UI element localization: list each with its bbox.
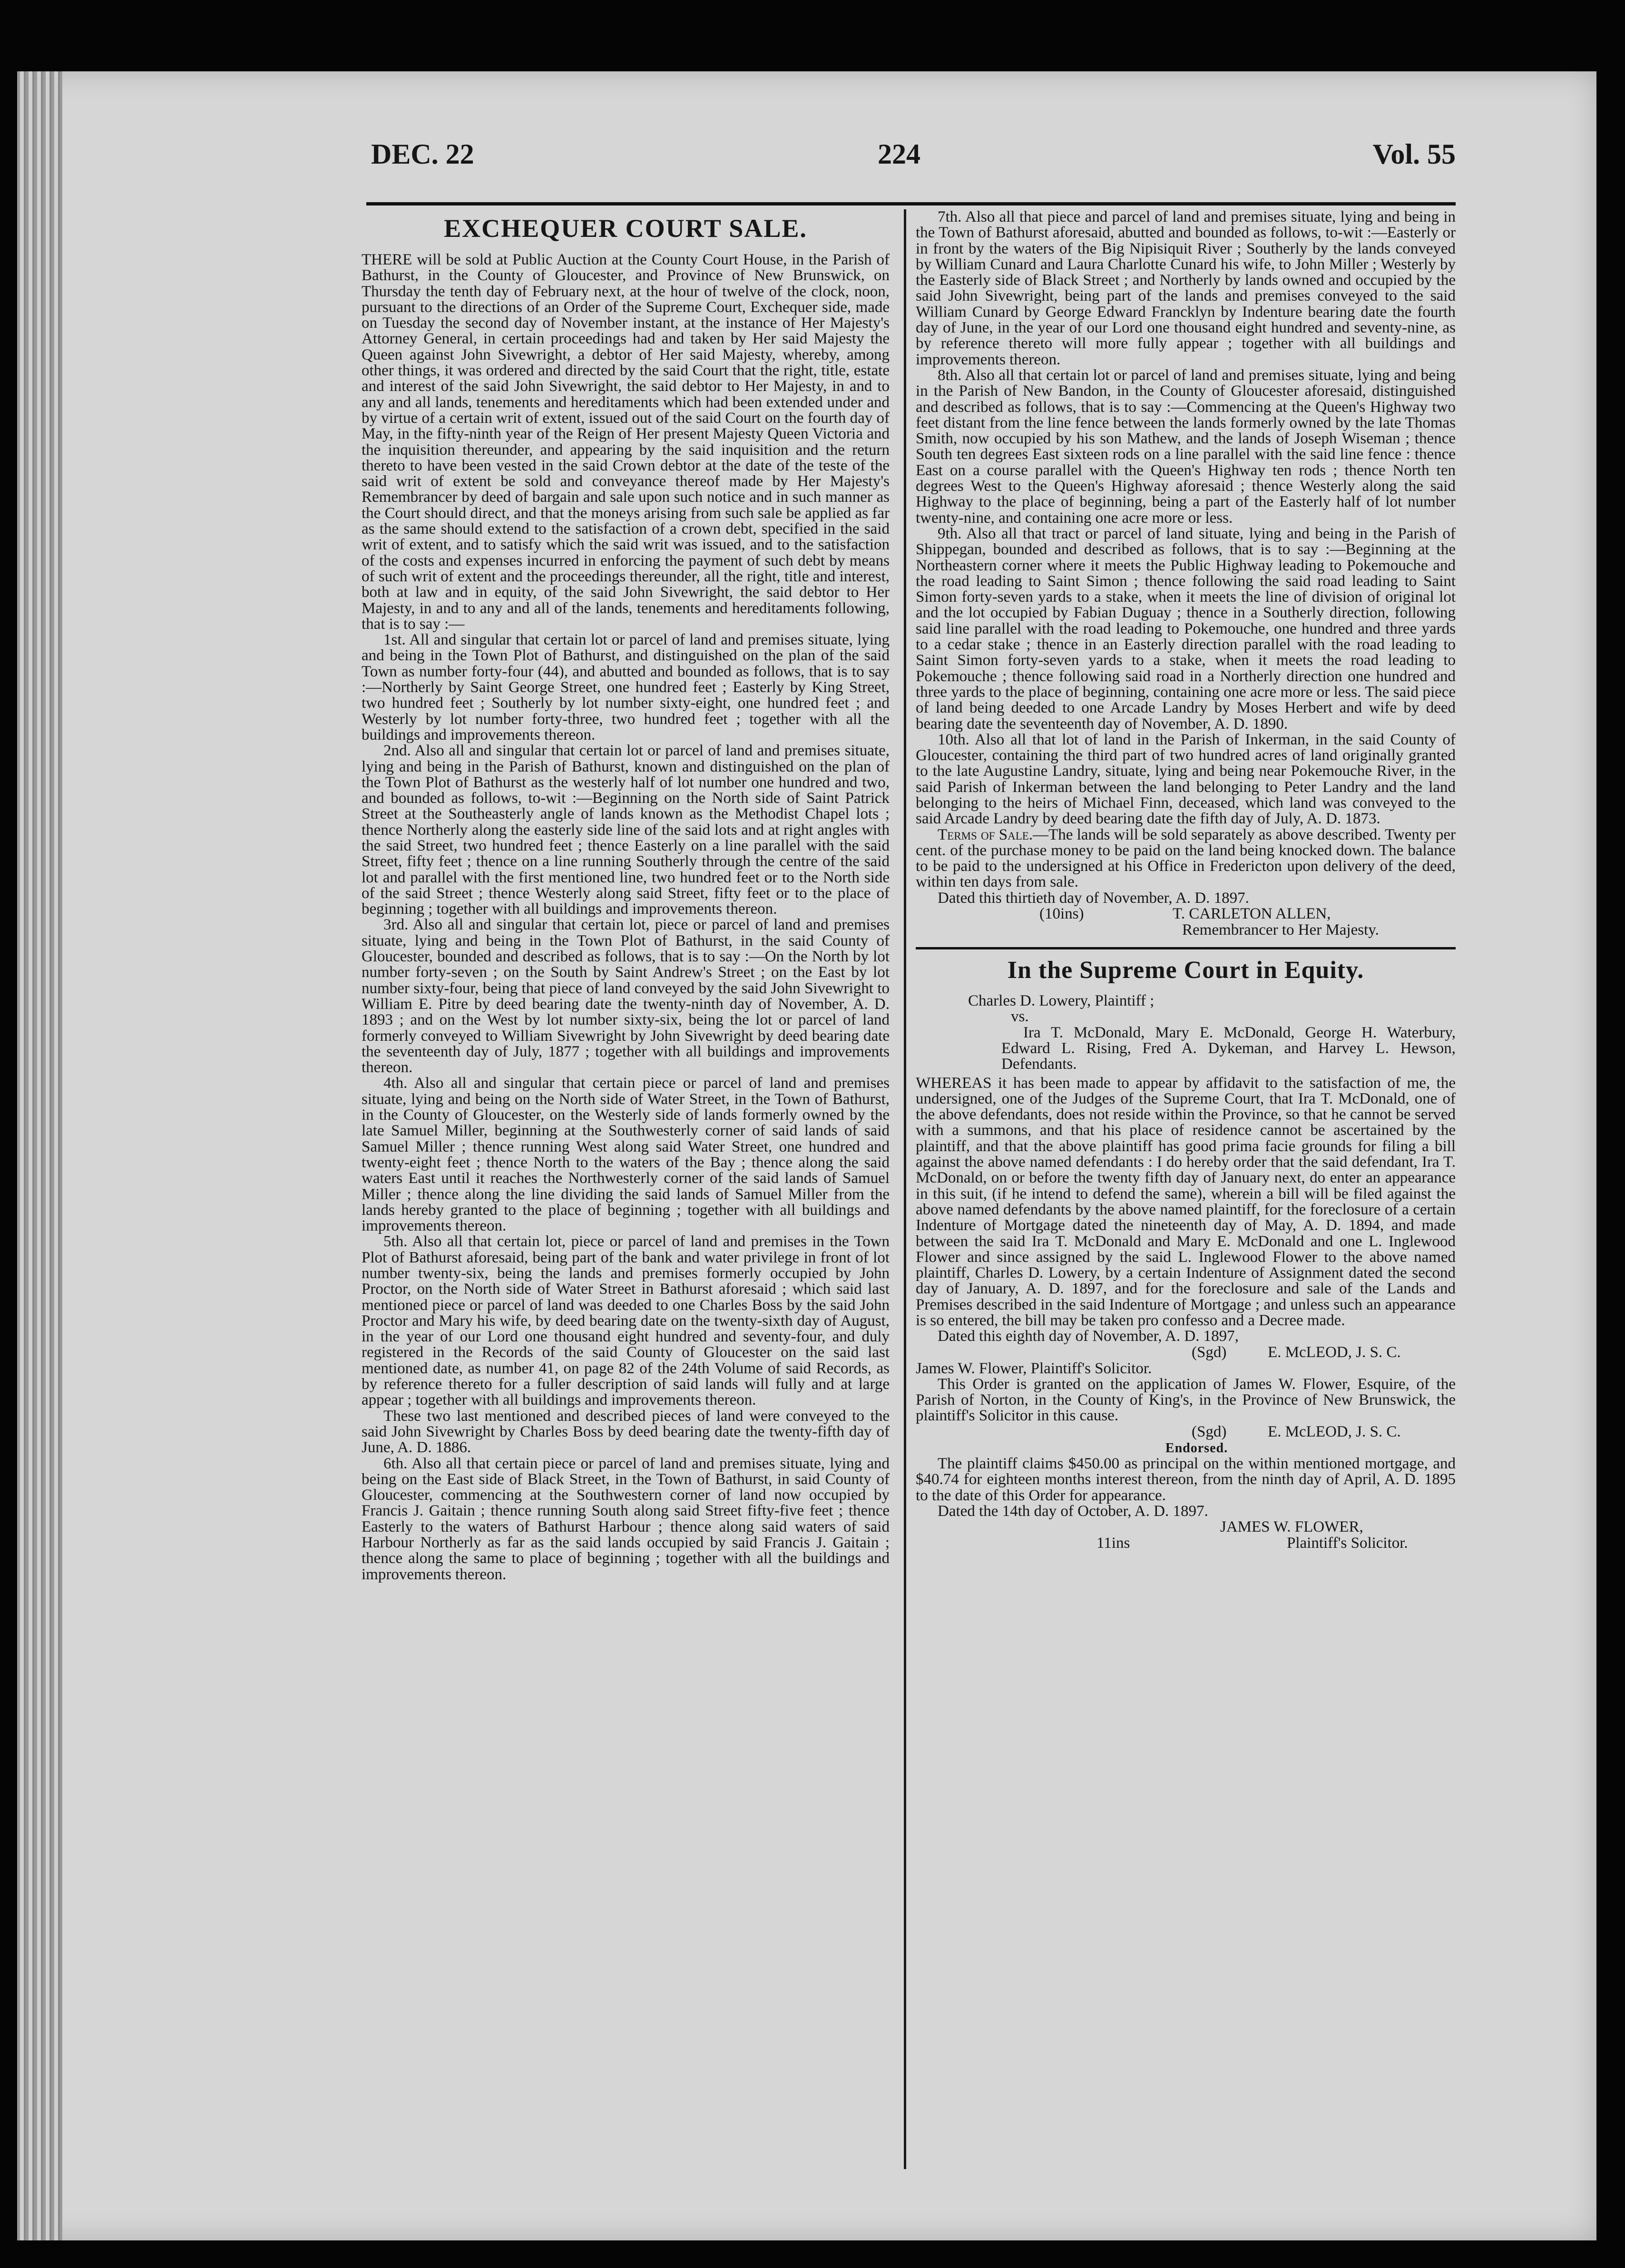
equity-defendants: Ira T. McDonald, Mary E. McDonald, George H. Waterbury, Edward L. Rising, Fred A. Dykeman, and Harvey L. Hewson, Defendants. xyxy=(1001,1024,1456,1073)
equity-sgd1-label: (Sgd) xyxy=(1192,1343,1227,1361)
exchequer-lot-3: 3rd. Also all and singular that certain lot, piece or parcel of land and premises situate, lying and being in the Town Plot of Bathurst, in the said County of Gloucester, bounded and described as follows, that is to say :—On the North by lot number forty-seven ; on the South by Saint Andrew's Street ; on the East by lot number sixty-four, being that piece of land conveyed by the said John Sivewright to William E. Pitre by deed bearing date the twenty-ninth day of November, A. D. 1893 ; and on the West by lot number sixty-six, being the lot or parcel of land formerly conveyed to William Sivewright by John Sivewright by deed bearing date the seventeenth day of July, 1877 ; together with all buildings and improvements thereon. xyxy=(362,916,890,1076)
equity-dated2: Dated the 14th day of October, A. D. 1897. xyxy=(938,1502,1208,1520)
equity-solicitor-line: James W. Flower, Plaintiff's Solicitor. xyxy=(916,1359,1152,1377)
exchequer-signer-title: Remembrancer to Her Majesty. xyxy=(1182,921,1379,939)
exchequer-lot-5: 5th. Also all that certain lot, piece or parcel of land and premises in the Town Plot of Bathurst aforesaid, being part of the bank and water privilege in front of lot number twenty-six, being the lands and premises formerly occupied by John Proctor, on the North side of Water Street in Bathurst aforesaid ; which said last mentioned piece or parcel of land was deeded to one Charles Boss by the said John Proctor and Mary his wife, by deed bearing date on the twenty-sixth day of August, in the year of our Lord one thousand eight hundred and seventy-four, and duly registered in the Records of the said County of Gloucester on the said last mentioned date, as number 41, on page 82 of the 24th Volume of said Records, as by reference thereto for a fuller description of said lands will fully and at large appear ; together with all buildings and improvements thereon. xyxy=(362,1233,890,1409)
equity-plaintiff: Charles D. Lowery, Plaintiff ; xyxy=(968,992,1155,1010)
exchequer-signer-title-row xyxy=(916,922,1456,938)
equity-sgd1-row xyxy=(916,1345,1456,1361)
exchequer-insertions: (10ins) xyxy=(1039,905,1084,923)
equity-signer-row xyxy=(916,1519,1456,1535)
exchequer-lot-8: 8th. Also all that certain lot or parcel of land and premises situate, lying and being in the Parish of New Bandon, in the County of Gloucester aforesaid, distinguished and described as follows, that is to say :—Commencing at the Queen's Highway two feet distant from the line fence between the lands formerly owned by the late Thomas Smith, now occupied by his son Mathew, and the lands of Joseph Wiseman ; thence South ten degrees East sixteen rods on a line parallel with the said line fence : thence East on a course parallel with the Queen's Highway ten rods ; thence North ten degrees West to the Queen's Highway aforesaid ; thence Westerly along the said Highway to the place of beginning, being a part of the Easterly half of lot number twenty-nine, and containing one acre more or less. xyxy=(916,366,1456,527)
exchequer-lot-9: 9th. Also all that tract or parcel of land situate, lying and being in the Parish of Shippegan, bounded and described as follows, that is to say :—Beginning at the Northeastern corner where it meets the Public Highway leading to Pokemouche and the road leading to Saint Simon ; thence following the said road leading to Saint Simon forty-seven yards to a stake, when it meets the line of division of original lot and the lot occupied by Fabian Duguay ; thence in a Southerly direction, following said line parallel with the road leading to Pokemouche, one hundred and three yards to a cedar stake ; thence in an Easterly direction parallel with the road leading to Saint Simon forty-seven yards to a stake, when it meets the road leading to Pokemouche ; thence following said road in a Northerly direction one hundred and three yards to the place of beginning, containing one acre more or less. The said piece of land being deeded to one Arcade Landry by Moses Herbert and wife by deed bearing date the seventeenth day of November, A. D. 1890. xyxy=(916,525,1456,733)
equity-order-text: This Order is granted on the application of James W. Flower, Esquire, of the Parish of Norton, in the County of King's, in the Province of New Brunswick, the plaintiff's Solicitor in this cause. xyxy=(916,1375,1456,1425)
exchequer-terms xyxy=(916,827,1456,890)
page-header xyxy=(371,138,1456,190)
equity-endorsed: Endorsed. xyxy=(1165,1440,1228,1456)
book-spine xyxy=(17,71,62,2240)
exchequer-signature-row xyxy=(916,906,1456,922)
header-page-number: 224 xyxy=(878,138,920,170)
equity-sgd1-name: E. McLEOD, J. S. C. xyxy=(1268,1343,1401,1361)
equity-vs: vs. xyxy=(1011,1008,1029,1026)
equity-insertions: 11ins xyxy=(1096,1535,1130,1552)
right-column xyxy=(916,209,1456,1552)
exchequer-lot-1: 1st. All and singular that certain lot or parcel of land and premises situate, lying and being in the Town Plot of Bathurst, and distinguished on the plan of the said Town as number forty-four (44), and abutted and bounded as follows, that is to say :—Northerly by Saint George Street, one hundred feet ; Easterly by King Street, two hundred feet ; Southerly by lot number sixty-eight, one hundred feet ; and Westerly by lot number forty-three, two hundred feet ; together with all the buildings and improvements thereon. xyxy=(362,631,890,743)
header-date: DEC. 22 xyxy=(371,138,474,170)
equity-sgd2-label: (Sgd) xyxy=(1192,1423,1227,1440)
header-rule xyxy=(366,202,1456,205)
exchequer-lot-7: 7th. Also all that piece and parcel of land and premises situate, lying and being in the Town of Bathurst aforesaid, abutted and bounded as follows, to-wit :—Easterly or in front by the waters of the Big Nipisiquit River ; Southerly by the lands conveyed by William Cunard and Laura Charlotte Cunard his wife, to John Miller ; Westerly by the Easterly side of Black Street ; and Northerly by lands owned and occupied by the said John Sivewright, being part of the lands and premises conveyed to the said William Cunard by George Edward Francklyn by Indenture bearing date the fourth day of June, in the year of our Lord one thousand eight hundred and seventy-nine, as by reference thereto will more fully appear ; together with all buildings and improvements thereon. xyxy=(916,208,1456,368)
exchequer-lot-10: 10th. Also all that lot of land in the Parish of Inkerman, in the said County of Gloucester, containing the third part of two hundred acres of land originally granted to the late Augustine Landry, situate, lying and being near Pokemouche River, in the said Parish of Inkerman between the land belonging to Peter Landry and the land belonging to the heirs of Michael Finn, deceased, which land was conveyed to the said Arcade Landry by deed bearing date the fifth day of July, A. D. 1873. xyxy=(916,731,1456,828)
left-column xyxy=(362,209,890,1583)
section-rule xyxy=(916,947,1456,949)
terms-text: —The lands will be sold separately as above described. Twenty per cent. of the purchase money to be paid on the land being knocked down. The balance to be paid to the undersigned at his Office in Fredericton upon delivery of the deed, within ten days from sale. xyxy=(916,826,1456,891)
exchequer-dated: Dated this thirtieth day of November, A. D. 1897. xyxy=(938,889,1249,907)
equity-dated: Dated this eighth day of November, A. D. 1897, xyxy=(938,1328,1239,1345)
exchequer-conveyance-note: These two last mentioned and described pieces of land were conveyed to the said John Sivewright by Charles Boss by deed bearing date the twenty-fifth day of June, A. D. 1886. xyxy=(362,1407,890,1457)
exchequer-lot-6: 6th. Also all that certain piece or parcel of land and premises situate, lying and being on the East side of Black Street, in the Town of Bathurst, in said County of Gloucester, commencing at the Southwestern corner of land now occupied by Francis J. Gaitain ; thence running South along said Street fifty-five feet ; thence Easterly to the waters of Bathurst Harbour ; thence along said waters of said Harbour Northerly as far as the said lands occupied by said Francis J. Gaitain ; thence along the same to place of beginning ; together with all the buildings and improvements thereon. xyxy=(362,1455,890,1583)
equity-signer-name: JAMES W. FLOWER, xyxy=(1220,1518,1363,1536)
exchequer-lot-2: 2nd. Also all and singular that certain lot or parcel of land and premises situate, lying and being in the Parish of Bathurst, known and distinguished on the plan of the Town Plot of Bathurst as the westerly half of lot number one hundred and two, and bounded as follows, to-wit :—Beginning on the North side of Saint Patrick Street at the Southeasterly angle of lands known as the Methodist Chapel lots ; thence Northerly along the easterly side line of the said lots and at right angles with the said Street, two hundred feet ; thence Easterly on a line parallel with the said Street, fifty feet ; thence on a line running Southerly through the centre of the said lot and parallel with the first mentioned line, two hundred feet or to the North side of the said Street ; thence Westerly along said Street, fifty feet or to the place of beginning ; together with all buildings and improvements thereon. xyxy=(362,742,890,918)
header-volume: Vol. 55 xyxy=(1372,138,1456,170)
equity-signer-title-row xyxy=(916,1535,1456,1552)
equity-title: In the Supreme Court in Equity. xyxy=(1007,957,1364,984)
equity-claim: The plaintiff claims $450.00 as principal on the within mentioned mortgage, and $40.74 for eighteen months interest thereon, from the ninth day of April, A. D. 1895 to the date of this Order for appearance. xyxy=(916,1455,1456,1504)
equity-signer-title: Plaintiff's Solicitor. xyxy=(1287,1535,1408,1552)
exchequer-intro: THERE will be sold at Public Auction at the County Court House, in the Parish of Bathurst, in the County of Gloucester, and Province of New Brunswick, on Thursday the tenth day of February next, at the hour of twelve of the clock, noon, pursuant to the directions of an Order of the Supreme Court, Exchequer side, made on Tuesday the second day of November instant, at the instance of Her Majesty's Attorney General, in certain proceedings had and taken by Her said Majesty the Queen against John Sivewright, a debtor of Her said Majesty, whereby, among other things, it was ordered and directed by the said Court that the right, title, estate and interest of the said John Sivewright, the said debtor to Her Majesty, in and to any and all lands, tenements and hereditaments which had been extended under and by virtue of a certain writ of extent, issued out of the said Court on the fourth day of May, in the fifty-ninth year of the Reign of Her present Majesty Queen Victoria and the inquisition thereunder, and appearing by the said inquisition and the return thereto to have been vested in the said Crown debtor at the date of the teste of the said writ of extent be sold and conveyance thereof made by Her Majesty's Remembrancer by deed of bargain and sale upon such notice and in such manner as the Court should direct, and that the moneys arising from such sale be applied as far as the same should extend to the satisfaction of a crown debt, specified in the said writ of extent, and to satisfy which the said writ was issued, and to the satisfaction of the costs and expenses incurred in enforcing the payment of such debt by means of such writ of extent and the proceedings thereunder, all the right, title and interest, both at law and in equity, of the said John Sivewright, the said debtor to Her Majesty, in and to any and all of the lands, tenements and hereditaments following, that is to say :— xyxy=(362,251,890,633)
exchequer-signer-name: T. CARLETON ALLEN, xyxy=(1173,905,1331,923)
exchequer-title: EXCHEQUER COURT SALE. xyxy=(444,214,807,243)
equity-sgd2-name: E. McLEOD, J. S. C. xyxy=(1268,1423,1401,1440)
terms-label: Terms of Sale. xyxy=(938,826,1033,843)
column-divider xyxy=(904,209,906,2169)
exchequer-lot-4: 4th. Also all and singular that certain piece or parcel of land and premises situate, lying and being on the North side of Water Street, in the Town of Bathurst, in the County of Gloucester, on the Westerly side of lands formerly owned by the late Samuel Miller, beginning at the Southwesterly corner of said lands of said Samuel Miller ; thence running West along said Water Street, one hundred and twenty-eight feet ; thence North to the waters of the Bay ; thence along the said waters East until it reaches the Northwesterly corner of the said lands of Samuel Miller ; thence along the line dividing the said lands of Samuel Miller from the lands hereby granted to the place of beginning ; together with all buildings and improvements thereon. xyxy=(362,1075,890,1235)
equity-body: WHEREAS it has been made to appear by affidavit to the satisfaction of me, the undersigned, one of the Judges of the Supreme Court, that Ira T. McDonald, one of the above defendants, does not reside within the Province, so that he cannot be served with a summons, and that his place of residence cannot be ascertained by the plaintiff, and that the above plaintiff has good prima facie grounds for filing a bill against the above named defendants : I do hereby order that the said defendant, Ira T. McDonald, on or before the twenty fifth day of January next, do enter an appearance in this suit, (if he intend to defend the same), wherein a bill will be filed against the above named defendants by the above named plaintiff, for the foreclosure of a certain Indenture of Mortgage dated the nineteenth day of May, A. D. 1894, and made between the said Ira T. McDonald and Mary E. McDonald and one L. Inglewood Flower and since assigned by the said L. Inglewood Flower to the above named plaintiff, Charles D. Lowery, by a certain Indenture of Assignment dated the second day of January, A. D. 1897, and for the foreclosure and sale of the Lands and Premises described in the said Indenture of Mortgage ; and unless such an appearance is so entered, the bill may be taken pro confesso and a Decree made. xyxy=(916,1074,1456,1329)
equity-sgd2-row xyxy=(916,1424,1456,1440)
